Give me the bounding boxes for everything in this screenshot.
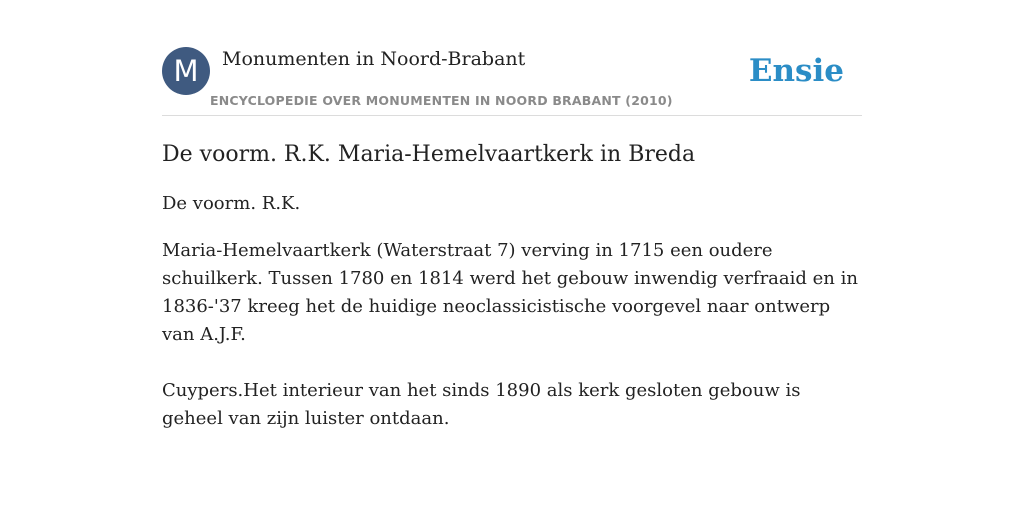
article-paragraph: Maria-Hemelvaartkerk (Waterstraat 7) verving in 1715 een oudere schuilkerk. Tussen 1780 en 1814 werd het gebouw inwendig verfraaid en in 1836-'37 kreeg het de huidige neoclassicistische voorgevel naar ontwerp van A.J.F. [162,240,858,345]
source-title[interactable]: Monumenten in Noord-Brabant [222,48,526,70]
article-paragraph: Cuypers.Het interieur van het sinds 1890 als kerk gesloten gebouw is geheel van zijn luister ontdaan. [162,380,801,429]
source-subtitle: ENCYCLOPEDIE OVER MONUMENTEN IN NOORD BRABANT (2010) [210,93,673,108]
ensie-logo[interactable]: Ensie [748,53,844,89]
article-paragraph: De voorm. R.K. [162,193,301,214]
source-avatar[interactable]: M [162,47,210,95]
article-title: De voorm. R.K. Maria-Hemelvaartkerk in Breda [162,142,696,167]
source-header [162,47,862,116]
article [162,138,862,452]
